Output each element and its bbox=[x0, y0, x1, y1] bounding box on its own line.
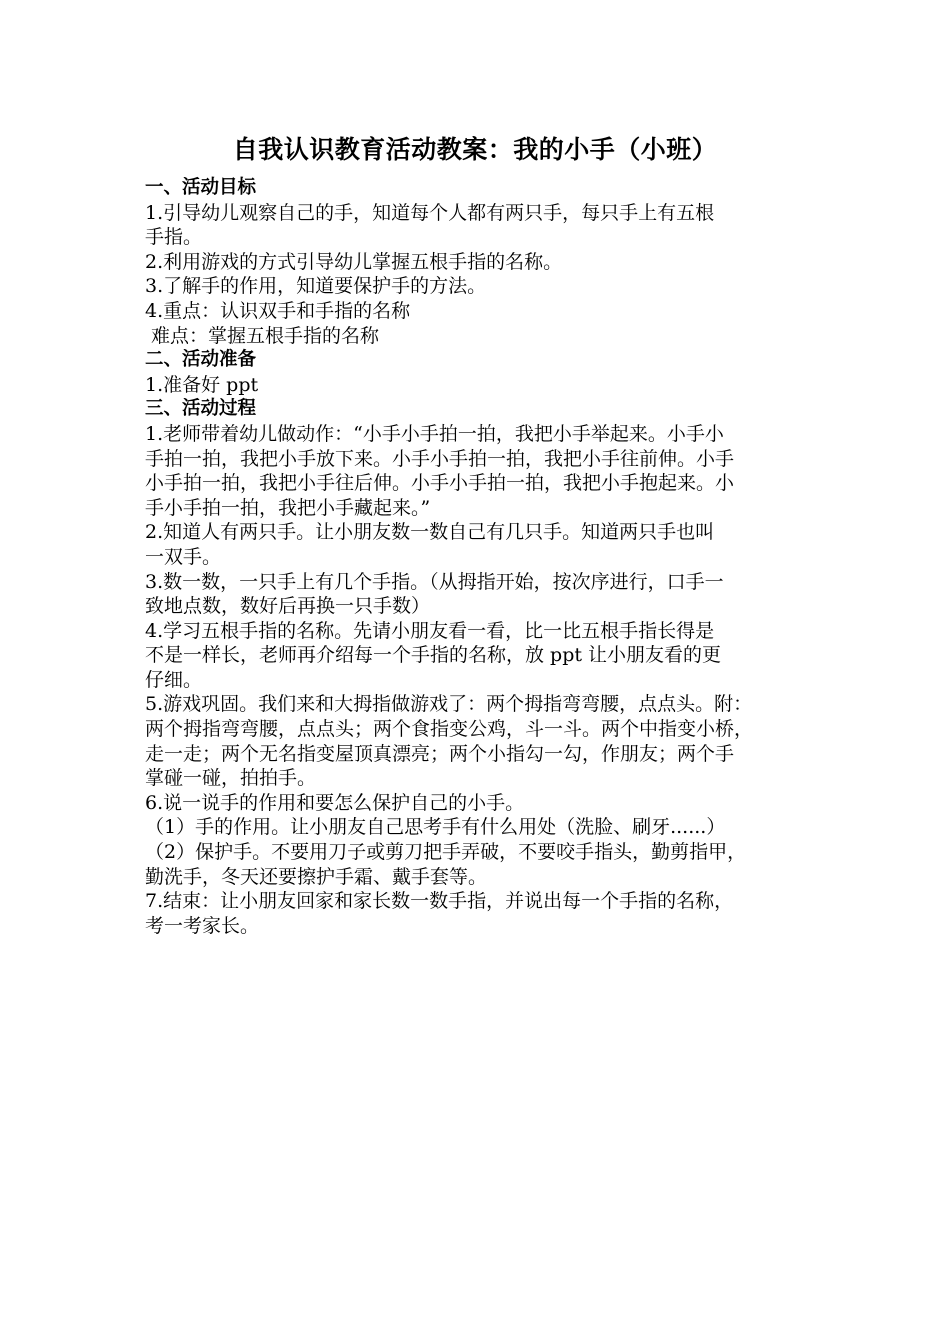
section-heading: 三、活动过程 bbox=[145, 398, 257, 420]
body-line: （1）手的作用。让小朋友自己思考手有什么用处（洗脸、刷牙......） bbox=[145, 816, 726, 839]
section-heading: 一、活动目标 bbox=[145, 177, 257, 198]
body-line: （2）保护手。不要用刀子或剪刀把手弄破，不要咬手指头，勤剪指甲， bbox=[145, 841, 747, 864]
body-line: 3.了解手的作用，知道要保护手的方法。 bbox=[145, 275, 487, 298]
body-line: 考一考家长。 bbox=[145, 914, 260, 937]
body-line: 仔细。 bbox=[145, 668, 203, 691]
body-line: 手指。 bbox=[145, 226, 203, 249]
body-line: 1.引导幼儿观察自己的手，知道每个人都有两只手，每只手上有五根 bbox=[145, 201, 715, 224]
body-line: 手小手拍一拍，我把小手藏起来。” bbox=[145, 496, 431, 519]
body-line: 6.说一说手的作用和要怎么保护自己的小手。 bbox=[145, 791, 525, 814]
body-line: 2.利用游戏的方式引导幼儿掌握五根手指的名称。 bbox=[145, 250, 563, 273]
body-line: 4.学习五根手指的名称。先请小朋友看一看，比一比五根手指长得是 bbox=[145, 619, 715, 642]
body-line: 致地点数，数好后再换一只手数） bbox=[145, 595, 431, 618]
body-line: 2.知道人有两只手。让小朋友数一数自己有几只手。知道两只手也叫 bbox=[145, 521, 715, 544]
body-line: 勤洗手，冬天还要擦护手霜、戴手套等。 bbox=[145, 865, 488, 888]
body-line: 掌碰一碰，拍拍手。 bbox=[145, 767, 317, 790]
body-line: 两个拇指弯弯腰，点点头；两个食指变公鸡，斗一斗。两个中指变小桥， bbox=[145, 718, 754, 741]
document-title: 自我认识教育活动教案：我的小手（小班） bbox=[232, 135, 718, 164]
body-line: 5.游戏巩固。我们来和大拇指做游戏了：两个拇指弯弯腰，点点头。附： bbox=[145, 693, 753, 716]
document-body bbox=[145, 176, 825, 938]
body-line: 难点：掌握五根手指的名称 bbox=[151, 324, 380, 347]
body-line: 不是一样长，老师再介绍每一个手指的名称，放 ppt 让小朋友看的更 bbox=[145, 644, 722, 667]
body-line: 一双手。 bbox=[145, 545, 222, 568]
body-line: 1.老师带着幼儿做动作：“小手小手拍一拍，我把小手举起来。小手小 bbox=[145, 422, 724, 445]
body-line: 1.准备好 ppt bbox=[145, 373, 259, 396]
body-line: 7.结束：让小朋友回家和家长数一数手指，并说出每一个手指的名称， bbox=[145, 890, 734, 913]
body-line: 手拍一拍，我把小手放下来。小手小手拍一拍，我把小手往前伸。小手 bbox=[145, 447, 735, 470]
body-line: 3.数一数，一只手上有几个手指。（从拇指开始，按次序进行，口手一 bbox=[145, 570, 724, 593]
body-line: 4.重点：认识双手和手指的名称 bbox=[145, 299, 411, 322]
body-line: 小手拍一拍，我把小手往后伸。小手小手拍一拍，我把小手抱起来。小 bbox=[145, 472, 735, 495]
section-heading: 二、活动准备 bbox=[145, 349, 257, 371]
body-line: 走一走；两个无名指变屋顶真漂亮；两个小指勾一勾，作朋友；两个手 bbox=[145, 742, 735, 765]
